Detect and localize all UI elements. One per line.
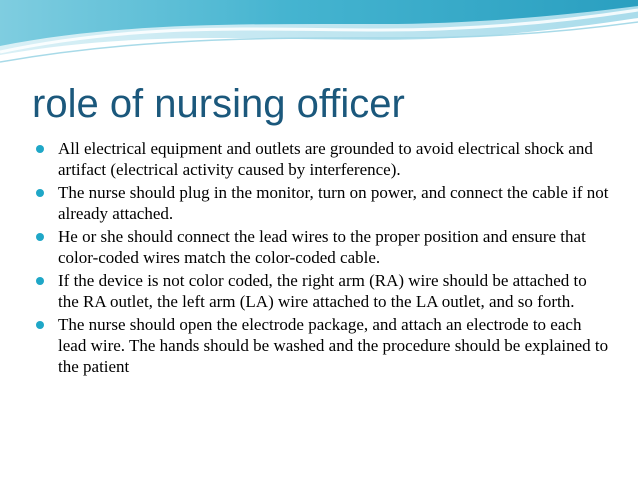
- bullet-dot-icon: [36, 233, 44, 241]
- bullet-text: All electrical equipment and outlets are grounded to avoid electrical shock and artifact (electrical activity caused by interference).: [58, 139, 593, 179]
- bullet-text: The nurse should open the electrode package, and attach an electrode to each lead wire. The hands should be washed and the procedure should be explained to the patient: [58, 315, 609, 376]
- bullet-list: [35, 138, 610, 379]
- bullet-item: [35, 314, 610, 377]
- bullet-item: [35, 226, 610, 268]
- header-wave-decoration: [0, 0, 638, 80]
- bullet-dot-icon: [36, 277, 44, 285]
- bullet-text: He or she should connect the lead wires to the proper position and ensure that color-coded wires match the color-coded cable.: [58, 227, 586, 267]
- bullet-item: [35, 138, 610, 180]
- bullet-item: [35, 182, 610, 224]
- bullet-dot-icon: [36, 321, 44, 329]
- bullet-dot-icon: [36, 189, 44, 197]
- slide-title: role of nursing officer: [32, 82, 405, 126]
- bullet-text: The nurse should plug in the monitor, turn on power, and connect the cable if not already attached.: [58, 183, 609, 223]
- bullet-dot-icon: [36, 145, 44, 153]
- bullet-item: [35, 270, 610, 312]
- bullet-text: If the device is not color coded, the right arm (RA) wire should be attached to the RA outlet, the left arm (LA) wire attached to the LA outlet, and so forth.: [58, 271, 587, 311]
